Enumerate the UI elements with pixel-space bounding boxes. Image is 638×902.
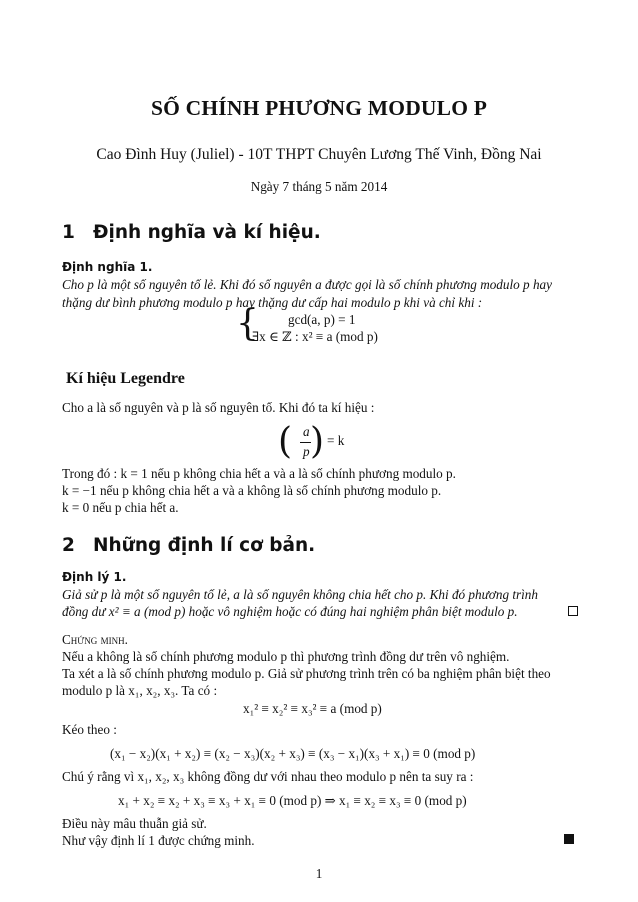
conclusion-line: Như vậy định lí 1 được chứng minh.: [62, 833, 255, 848]
contradiction-line: Điều này mâu thuẫn giả sử.: [62, 816, 207, 831]
section-2-heading: [62, 535, 315, 556]
section-2-number: 2: [62, 535, 75, 556]
case-line-3: k = 0 nếu p chia hết a.: [62, 500, 179, 515]
equation-products: (x₁ − x₂)(x₁ + x₂) ≡ (x₂ − x₃)(x₂ + x₃) ≡ (x₃ − x₁)(x₃ + x₁) ≡ 0 (mod p): [110, 746, 476, 761]
legendre-intro: Cho a là số nguyên và p là số nguyên tố. Khi đó ta kí hiệu :: [62, 400, 375, 415]
section-1-number: 1: [62, 222, 75, 243]
equation-squares: x₁² ≡ x₂² ≡ x₃² ≡ a (mod p): [243, 701, 382, 716]
equation-sums: x₁ + x₂ ≡ x₂ + x₃ ≡ x₃ + x₁ ≡ 0 (mod p) ⇒ x₁ ≡ x₂ ≡ x₃ ≡ 0 (mod p): [118, 793, 467, 808]
document-title: SỐ CHÍNH PHƯƠNG MODULO P: [150, 96, 488, 120]
legendre-numerator: a: [303, 424, 310, 439]
date-line: Ngày 7 tháng 5 năm 2014: [250, 179, 388, 194]
proof-end-square: [564, 834, 574, 844]
section-1-title: Định nghĩa và kí hiệu.: [93, 222, 321, 243]
legendre-heading: Kí hiệu Legendre: [66, 370, 185, 387]
proof-line-1: Nếu a không là số chính phương modulo p thì phương trình đồng dư trên vô nghiệm.: [62, 649, 510, 664]
definition-heading: Định nghĩa 1.: [62, 260, 153, 274]
legendre-equals: = k: [327, 433, 345, 448]
left-paren: (: [278, 421, 293, 462]
theorem-line-1: Giả sử p là một số nguyên tố lẻ, a là số nguyên không chia hết cho p. Khi đó phương trình: [62, 587, 538, 602]
condition-square: ∃x ∈ ℤ : x² ≡ a (mod p): [252, 329, 378, 344]
theorem-heading: Định lý 1.: [62, 570, 127, 584]
theorem-end-box: [568, 606, 578, 616]
case-line-1: Trong đó : k = 1 nếu p không chia hết a và a là số chính phương modulo p.: [62, 466, 456, 481]
right-paren: ): [310, 421, 325, 462]
proof-line-3: modulo p là x₁, x₂, x₃. Ta có :: [62, 683, 218, 698]
proof-label: Chứng minh.: [62, 632, 128, 647]
legendre-denominator: p: [303, 444, 310, 459]
left-brace: {: [236, 303, 259, 344]
note-line: Chú ý rằng vì x₁, x₂, x₃ không đồng dư với nhau theo modulo p nên ta suy ra :: [62, 769, 474, 784]
definition-line-1: Cho p là một số nguyên tố lẻ. Khi đó số nguyên a được gọi là số chính phương modulo p hay: [62, 277, 552, 292]
section-2-title: Những định lí cơ bản.: [93, 535, 316, 556]
condition-gcd: gcd(a, p) = 1: [288, 312, 356, 327]
proof-line-2: Ta xét a là số chính phương modulo p. Giả sử phương trình trên có ba nghiệm phân biệt theo: [62, 666, 551, 681]
author-line: Cao Đình Huy (Juliel) - 10T THPT Chuyên Lương Thế Vinh, Đồng Nai: [96, 146, 542, 163]
page-number: 1: [315, 866, 323, 881]
section-1-heading: [62, 222, 321, 243]
case-line-2: k = −1 nếu p không chia hết a và a không là số chính phương modulo p.: [62, 483, 442, 498]
theorem-line-2: đồng dư x² ≡ a (mod p) hoặc vô nghiệm hoặc có đúng hai nghiệm phân biệt modulo p.: [62, 604, 518, 619]
keo-theo-line: Kéo theo :: [62, 722, 117, 737]
definition-line-2: thặng dư bình phương modulo p hay thặng dư cấp hai modulo p khi và chỉ khi :: [62, 295, 483, 310]
